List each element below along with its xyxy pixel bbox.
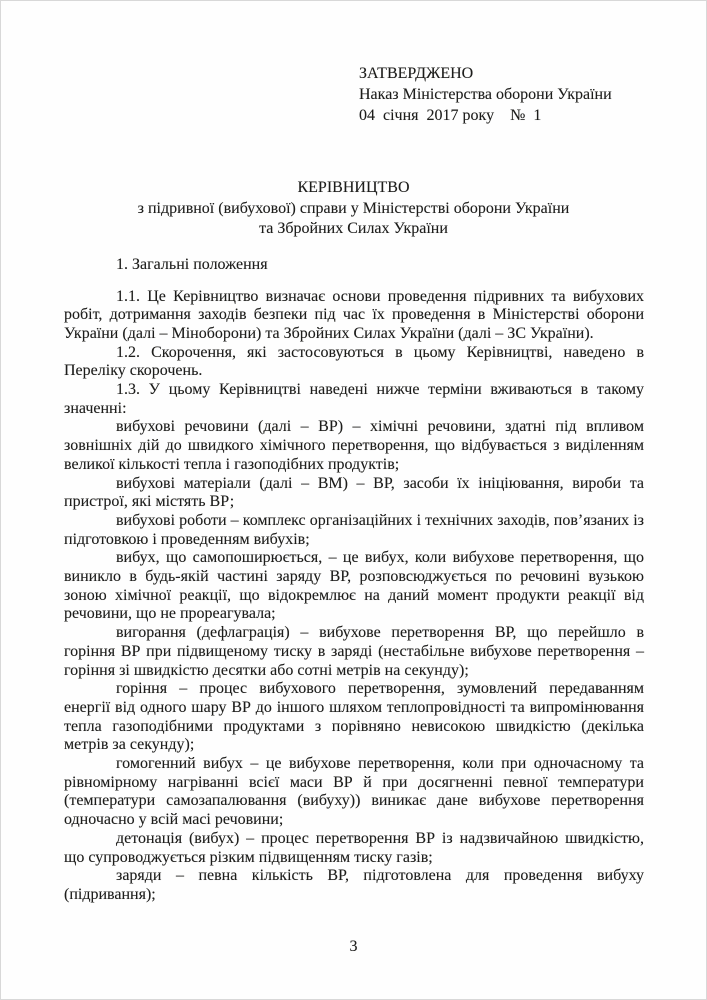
definition-charges: заряди – певна кількість ВР, підготовлена для проведення вибуху (підривання); xyxy=(64,867,644,903)
section-heading: 1. Загальні положення xyxy=(116,255,268,273)
document-body xyxy=(64,288,644,905)
approval-block xyxy=(359,63,706,126)
approval-order-line: Наказ Міністерства оборони України xyxy=(359,86,612,103)
definition-explosive-materials: вибухові матеріали (далі – ВМ) – ВР, засоби їх ініціювання, вироби та пристрої, які містять ВР; xyxy=(64,474,644,511)
paragraph-1-2: 1.2. Скорочення, які застосовуються в цьому Керівництві, наведено в Переліку скорочень. xyxy=(64,343,644,380)
approval-stamp-label: ЗАТВЕРДЖЕНО xyxy=(359,65,474,82)
definition-deflagration: вигорання (дефлаграція) – вибухове перетворення ВР, що перейшло в горіння ВР при підвищеному тиску в заряді (нестабільне вибухове перетворення – горіння зі швидкістю десятки або сотні метрів на секунду); xyxy=(64,624,644,679)
document-title-line-2: з підривної (вибухової) справи у Міністерстві оборони України xyxy=(137,199,570,217)
definition-explosive-substances: вибухові речовини (далі – ВР) – хімічні речовини, здатні під впливом зовнішніх дій до швидкого хімічного перетворення, що відбувається з виділенням великої кількості тепла і газоподібних продуктів; xyxy=(64,418,644,473)
page-number: 3 xyxy=(349,938,358,955)
definition-explosive-works: вибухові роботи – комплекс організаційних і технічних заходів, пов’язаних із підготовкою і проведенням вибухів; xyxy=(64,511,644,548)
approval-date-number-line: 04 січня 2017 року № 1 xyxy=(359,107,542,124)
document-title-line-3: та Збройних Силах України xyxy=(259,220,448,237)
paragraph-1-3: 1.3. У цьому Керівництві наведені нижче терміни вживаються в такому значенні: xyxy=(64,381,644,417)
definition-self-propagating-explosion: вибух, що самопоширюється, – це вибух, коли вибухове перетворення, що виникло в будь-якій частині заряду ВР, розповсюджується по речовині вузькою зоною хімічної реакції, що відокремлює на даний момент продукти реакції від речовини, що не прореагувала; xyxy=(64,549,644,623)
definition-detonation: детонація (вибух) – процес перетворення ВР із надзвичайною швидкістю, що супроводжується різким підвищенням тиску газів; xyxy=(64,829,644,866)
document-title-line-1: КЕРІВНИЦТВО xyxy=(297,179,410,196)
document-title xyxy=(1,178,706,240)
definition-homogeneous-explosion: гомогенний вибух – це вибухове перетворення, коли при одночасному та рівномірному нагріванні всієї маси ВР й при досягненні певної температури (температури самозапалювання (вибуху)) виникає дане вибухове перетворення одночасно у всій масі речовини; xyxy=(64,755,644,829)
definition-burning: горіння – процес вибухового перетворення, зумовлений передаванням енергії від одного шару ВР до іншого шляхом теплопровідності та випромінювання тепла газоподібними продуктами з порівняно невисокою швидкістю (декілька метрів за секунду); xyxy=(64,680,644,754)
paragraph-1-1: 1.1. Це Керівництво визначає основи проведення підривних та вибухових робіт, дотримання заходів безпеки під час їх проведення в Міністерстві оборони України (далі – Міноборони) та Збройних Силах України (далі – ЗС України). xyxy=(64,287,644,342)
